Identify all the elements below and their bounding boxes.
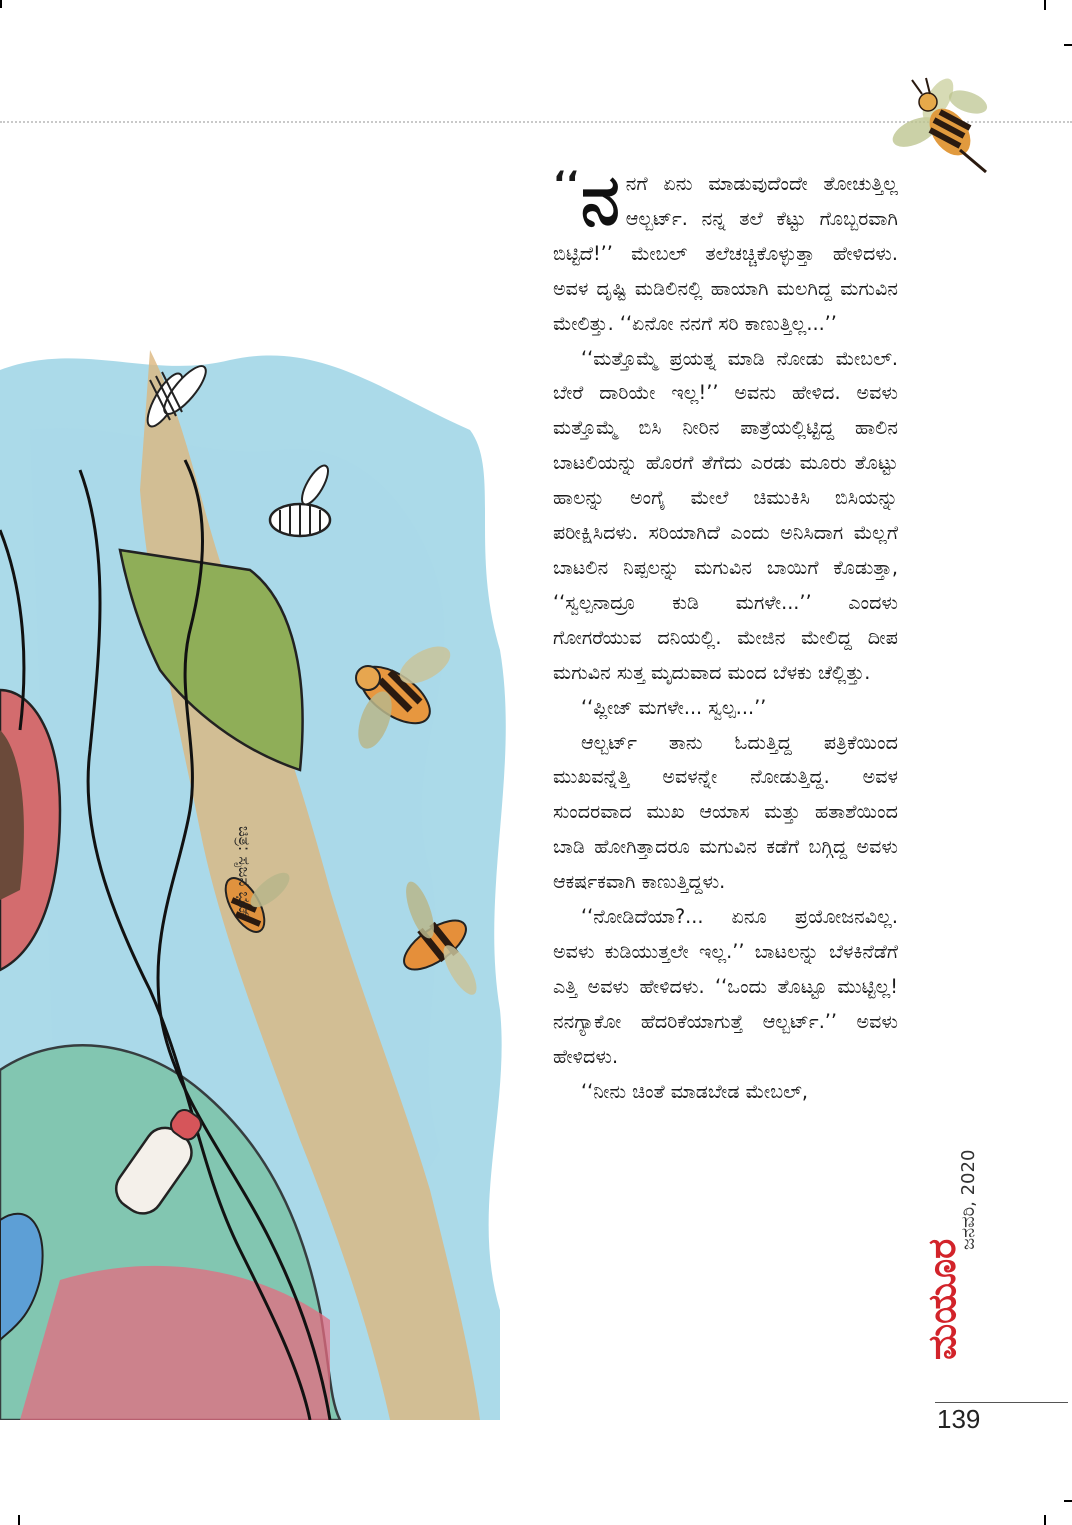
illustration-credit-text: ಚಿತ್ರ: ಸೃಜನ ಭಟ್ (235, 826, 254, 919)
crop-mark-right-lower (1064, 1500, 1072, 1502)
illustration-credit (230, 826, 270, 1026)
issue-date: ಜನವರಿ, 2020 (958, 1149, 979, 1250)
story-text (553, 158, 898, 1397)
page-number-rule (935, 1402, 1068, 1403)
crop-mark-top-right (1044, 0, 1046, 10)
story-paragraph-4: ಆಲ್ಬರ್ಟ್ ತಾನು ಓದುತ್ತಿದ್ದ ಪತ್ರಿಕೆಯಿಂದ ಮುಖವನ್ನೆತ್ತಿ ಅವಳನ್ನೇ ನೋಡುತ್ತಿದ್ದ. ಅವಳ ಸುಂದರವಾದ ಮುಖ ಆಯಾಸ ಮತ್ತು ಹತಾಶೆಯಿಂದ ಬಾಡಿ ಹೋಗಿತ್ತಾದರೂ ಮಗುವಿನ ಕಡೆಗೆ ಬಗ್ಗಿದ್ದ ಅವಳು ಆಕರ್ಷಕವಾಗಿ ಕಾಣುತ್ತಿದ್ದಳು. (553, 730, 898, 894)
story-illustration (0, 130, 520, 1420)
magazine-name: ಮಯೂರ (920, 1238, 964, 1360)
page-number: 139 (937, 1404, 981, 1434)
story-paragraph-1 (553, 158, 898, 342)
story-paragraph-2: ‘‘ಮತ್ತೊಮ್ಮೆ ಪ್ರಯತ್ನ ಮಾಡಿ ನೋಡು ಮೇಬಲ್. ಬೇರೆ ದಾರಿಯೇ ಇಲ್ಲ!’’ ಅವನು ಹೇಳಿದ. ಅವಳು ಮತ್ತೊಮ್ಮೆ ಬಿಸಿ ನೀರಿನ ಪಾತ್ರೆಯಲ್ಲಿಟ್ಟಿದ್ದ ಹಾಲಿನ ಬಾಟಲಿಯನ್ನು ಹೊರಗೆ ತೆಗೆದು ಎರಡು ಮೂರು ತೊಟ್ಟು ಹಾಲನ್ನು ಅಂಗೈ ಮೇಲೆ ಚಿಮುಕಿಸಿ ಬಿಸಿಯನ್ನು ಪರೀಕ್ಷಿಸಿದಳು. ಸರಿಯಾಗಿದೆ ಎಂದು ಅನಿಸಿದಾಗ ಮೆಲ್ಲಗೆ ಬಾಟಲಿನ ನಿಪ್ಪಲನ್ನು ಮಗುವಿನ ಬಾಯಿಗೆ ಕೊಡುತ್ತಾ, ‘‘ಸ್ವಲ್ಪನಾದ್ರೂ ಕುಡಿ ಮಗಳೇ...’’ ಎಂದಳು ಗೋಗರೆಯುವ ದನಿಯಲ್ಲಿ. ಮೇಜಿನ ಮೇಲಿದ್ದ ದೀಪ ಮಗುವಿನ ಸುತ್ತ ಮೃದುವಾದ ಮಂದ ಬೆಳಕು ಚೆಲ್ಲಿತ್ತು. (553, 346, 898, 684)
opening-quote: ‘‘ (553, 164, 579, 204)
crop-mark-top-left (0, 0, 2, 8)
story-paragraph-3: ‘‘ಪ್ಲೀಜ್ ಮಗಳೇ... ಸ್ವಲ್ಪ...’’ (581, 695, 767, 719)
story-paragraph-1-text: ನಗೆ ಏನು ಮಾಡುವುದೆಂದೇ ತೋಚುತ್ತಿಲ್ಲ ಆಲ್ಬರ್ಟ್. ನನ್ನ ತಲೆ ಕೆಟ್ಟು ಗೊಬ್ಬರವಾಗಿ ಬಿಟ್ಟಿದೆ!’’ ಮೇಬಲ್ ತಲೆಚಚ್ಚಿಕೊಳ್ಳುತ್ತಾ ಹೇಳಿದಳು. ಅವಳ ದೃಷ್ಟಿ ಮಡಿಲಿನಲ್ಲಿ ಹಾಯಾಗಿ ಮಲಗಿದ್ದ ಮಗುವಿನ ಮೇಲಿತ್ತು. ‘‘ಏನೋ ನನಗೆ ಸರಿ ಕಾಣುತ್ತಿಲ್ಲ...’’ (553, 172, 898, 335)
crop-mark-bottom-right (1044, 1515, 1046, 1525)
story-paragraph-5: ‘‘ನೋಡಿದೆಯಾ?... ಏನೂ ಪ್ರಯೋಜನವಿಲ್ಲ. ಅವಳು ಕುಡಿಯುತ್ತಲೇ ಇಲ್ಲ.’’ ಬಾಟಲನ್ನು ಬೆಳಕಿನೆಡೆಗೆ ಎತ್ತಿ ಅವಳು ಹೇಳಿದಳು. ‘‘ಒಂದು ತೊಟ್ಟೂ ಮುಟ್ಟಿಲ್ಲ! ನನಗ್ಯಾಕೋ ಹೆದರಿಕೆಯಾಗುತ್ತೆ ಆಲ್ಬರ್ಟ್.’’ ಅವಳು ಹೇಳಿದಳು. (553, 905, 898, 1068)
crop-mark-right-upper (1064, 44, 1072, 46)
crop-mark-bottom-left (18, 1515, 20, 1525)
corner-bee-icon (890, 72, 1000, 182)
story-paragraph-6: ‘‘ನೀನು ಚಿಂತೆ ಮಾಡಬೇಡ ಮೇಬಲ್, (581, 1079, 808, 1103)
side-brand (920, 1100, 980, 1390)
drop-cap: ನ (580, 158, 620, 241)
